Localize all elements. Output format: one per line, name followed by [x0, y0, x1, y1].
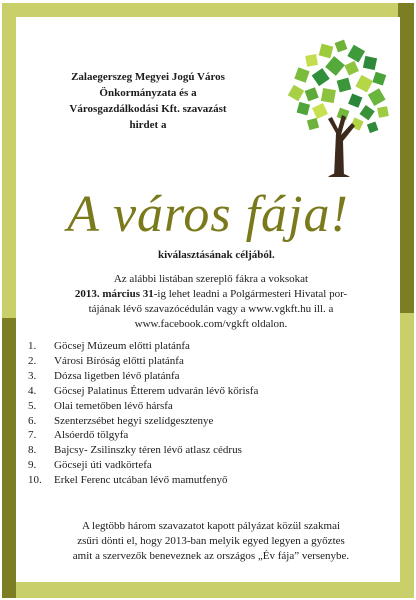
frame-dark-right — [398, 3, 414, 313]
list-item-label: Göcsej Múzeum előtti platánfa — [54, 340, 190, 352]
list-item — [28, 354, 258, 369]
sponsor-line: Önkormányzata és a — [99, 87, 197, 99]
list-item-number: 5. — [28, 399, 37, 412]
list-item-label: Göcseji úti vadkörtefa — [54, 459, 152, 472]
deadline-date: 2013. március 31 — [74, 288, 154, 300]
content-panel — [16, 17, 400, 582]
list-item — [28, 458, 258, 473]
list-item-number: 7. — [28, 429, 37, 442]
sponsor-line: hirdet a — [129, 119, 167, 131]
list-item-number: 10. — [28, 474, 42, 487]
intro-line: tájának lévő szavazócédulán vagy a www.vgkft.hu ill. a — [88, 303, 334, 315]
list-item-label: Városi Bíróság előtti platánfa — [54, 354, 184, 367]
list-item — [28, 414, 258, 429]
list-item — [28, 399, 258, 414]
list-item — [28, 369, 258, 384]
intro-paragraph — [30, 272, 392, 332]
list-item — [28, 428, 258, 443]
intro-line: Az alábbi listában szereplő fákra a voksokat — [113, 273, 309, 285]
list-item-number: 9. — [28, 459, 37, 472]
tree-canopy — [288, 40, 389, 133]
intro-line — [30, 287, 392, 302]
closing-line: A legtöbb három szavazatot kapott pályázat közül szakmai — [81, 520, 341, 532]
list-item — [28, 443, 258, 458]
frame-dark-left — [2, 318, 16, 598]
list-item-number: 1. — [28, 340, 37, 352]
tree-trunk — [328, 115, 355, 177]
poster-title: A város fája! — [67, 186, 349, 243]
list-item-label: Bajcsy- Zsilinszky téren lévő atlasz cédrus — [54, 444, 242, 457]
list-item-label: Erkel Ferenc utcában lévő mamutfenyő — [54, 474, 228, 487]
intro-line: www.facebook.com/vgkft oldalon. — [134, 318, 288, 330]
list-item — [28, 473, 258, 488]
tree-list — [28, 339, 258, 488]
intro-line-rest: -ig lehet leadni a Polgármesteri Hivatal por- — [153, 288, 348, 300]
list-item-label: Szenterzsébet hegyi szelídgesztenye — [54, 414, 214, 427]
closing-line: zsűri dönti el, hogy 2013-ban melyik egyed legyen a győztes — [77, 535, 345, 547]
poster-subtitle: kiválasztásának céljából. — [158, 249, 275, 261]
sponsor-line: Városgazdálkodási Kft. szavazást — [69, 103, 227, 115]
list-item-label: Dózsa ligetben lévő platánfa — [54, 369, 180, 382]
closing-paragraph — [36, 519, 386, 564]
closing-line: amit a szervezők beneveznek az országos „Év fája” versenybe. — [72, 550, 350, 562]
list-item — [28, 384, 258, 399]
list-item-number: 2. — [28, 354, 37, 367]
list-item-label: Alsóerdő tölgyfa — [54, 429, 129, 442]
list-item-number: 8. — [28, 444, 37, 457]
list-item-label: Olai temetőben lévő hársfa — [54, 399, 173, 412]
list-item-label: Göcsej Palatinus Étterem udvarán lévő kőrisfa — [54, 384, 259, 397]
list-item-number: 6. — [28, 414, 37, 427]
list-item — [28, 339, 258, 354]
sponsor-text — [38, 69, 258, 133]
list-item-number: 4. — [28, 384, 37, 397]
list-item-number: 3. — [28, 369, 37, 382]
tree-illustration-icon — [278, 37, 398, 187]
sponsor-line: Zalaegerszeg Megyei Jogú Város — [71, 71, 225, 83]
